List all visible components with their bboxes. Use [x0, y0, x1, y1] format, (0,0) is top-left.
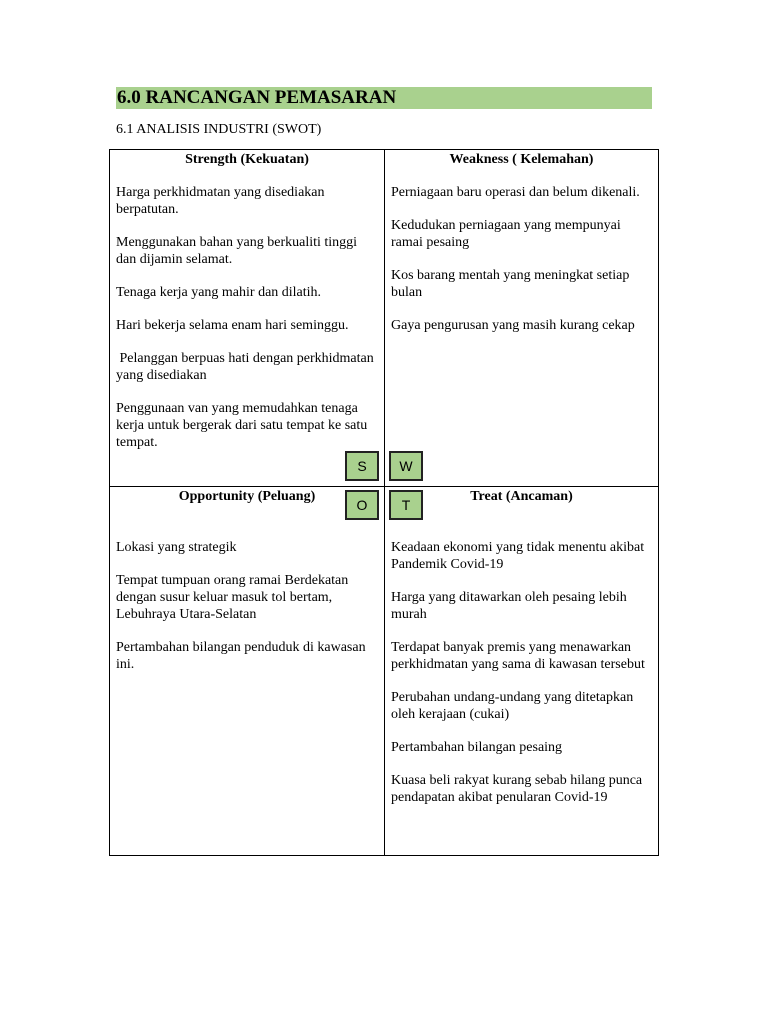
strength-item: Menggunakan bahan yang berkualiti tinggi dan dijamin selamat. [116, 235, 361, 267]
opportunity-cell [110, 487, 384, 689]
section-heading-bar [116, 87, 652, 109]
threat-item: Terdapat banyak premis yang menawarkan perkhidmatan yang sama di kawasan tersebut [391, 640, 645, 672]
opportunity-item: Lokasi yang strategik [116, 540, 237, 555]
threat-item: Keadaan ekonomi yang tidak menentu akibat Pandemik Covid-19 [391, 540, 648, 572]
strength-item: Harga perkhidmatan yang disediakan berpatutan. [116, 185, 329, 217]
strength-item: Tenaga kerja yang mahir dan dilatih. [116, 285, 322, 300]
opportunity-item: Tempat tumpuan orang ramai Berdekatan dengan susur keluar masuk tol bertam, Lebuhraya Utara-Selatan [116, 573, 352, 622]
swot-letter-o: O [345, 490, 379, 520]
opportunity-title: Opportunity (Peluang) [178, 489, 316, 504]
subsection-heading: 6.1 ANALISIS INDUSTRI (SWOT) [116, 122, 322, 137]
strength-title: Strength (Kekuatan) [185, 152, 309, 167]
swot-letter-w: W [389, 451, 423, 481]
threat-item: Perubahan undang-undang yang ditetapkan oleh kerajaan (cukai) [391, 690, 637, 722]
weakness-item: Perniagaan baru operasi dan belum dikenali. [391, 185, 640, 200]
swot-table [109, 149, 659, 856]
opportunity-list [116, 539, 378, 673]
strength-item: Hari bekerja selama enam hari seminggu. [116, 318, 349, 333]
weakness-cell [385, 150, 658, 350]
weakness-item: Gaya pengurusan yang masih kurang cekap [391, 318, 635, 333]
weakness-title: Weakness ( Kelemahan) [449, 152, 594, 167]
weakness-item: Kedudukan perniagaan yang mempunyai ramai pesaing [391, 218, 625, 250]
swot-letter-t: T [389, 490, 423, 520]
swot-letter-s: S [345, 451, 379, 481]
section-heading: 6.0 RANCANGAN PEMASARAN [117, 87, 397, 108]
threat-list [391, 539, 652, 806]
strength-list [116, 184, 378, 451]
strength-item: Pelanggan berpuas hati dengan perkhidmatan yang disediakan [116, 351, 378, 383]
opportunity-item: Pertambahan bilangan penduduk di kawasan ini. [116, 640, 370, 672]
threat-cell [385, 487, 658, 822]
strength-cell [110, 150, 384, 467]
weakness-list [391, 184, 652, 334]
threat-title: Treat (Ancaman) [470, 489, 573, 504]
threat-item: Pertambahan bilangan pesaing [391, 740, 563, 755]
threat-item: Kuasa beli rakyat kurang sebab hilang punca pendapatan akibat penularan Covid-19 [391, 773, 646, 805]
threat-item: Harga yang ditawarkan oleh pesaing lebih murah [391, 590, 631, 622]
weakness-item: Kos barang mentah yang meningkat setiap bulan [391, 268, 633, 300]
strength-item: Penggunaan van yang memudahkan tenaga kerja untuk bergerak dari satu tempat ke satu tempat. [116, 401, 371, 450]
